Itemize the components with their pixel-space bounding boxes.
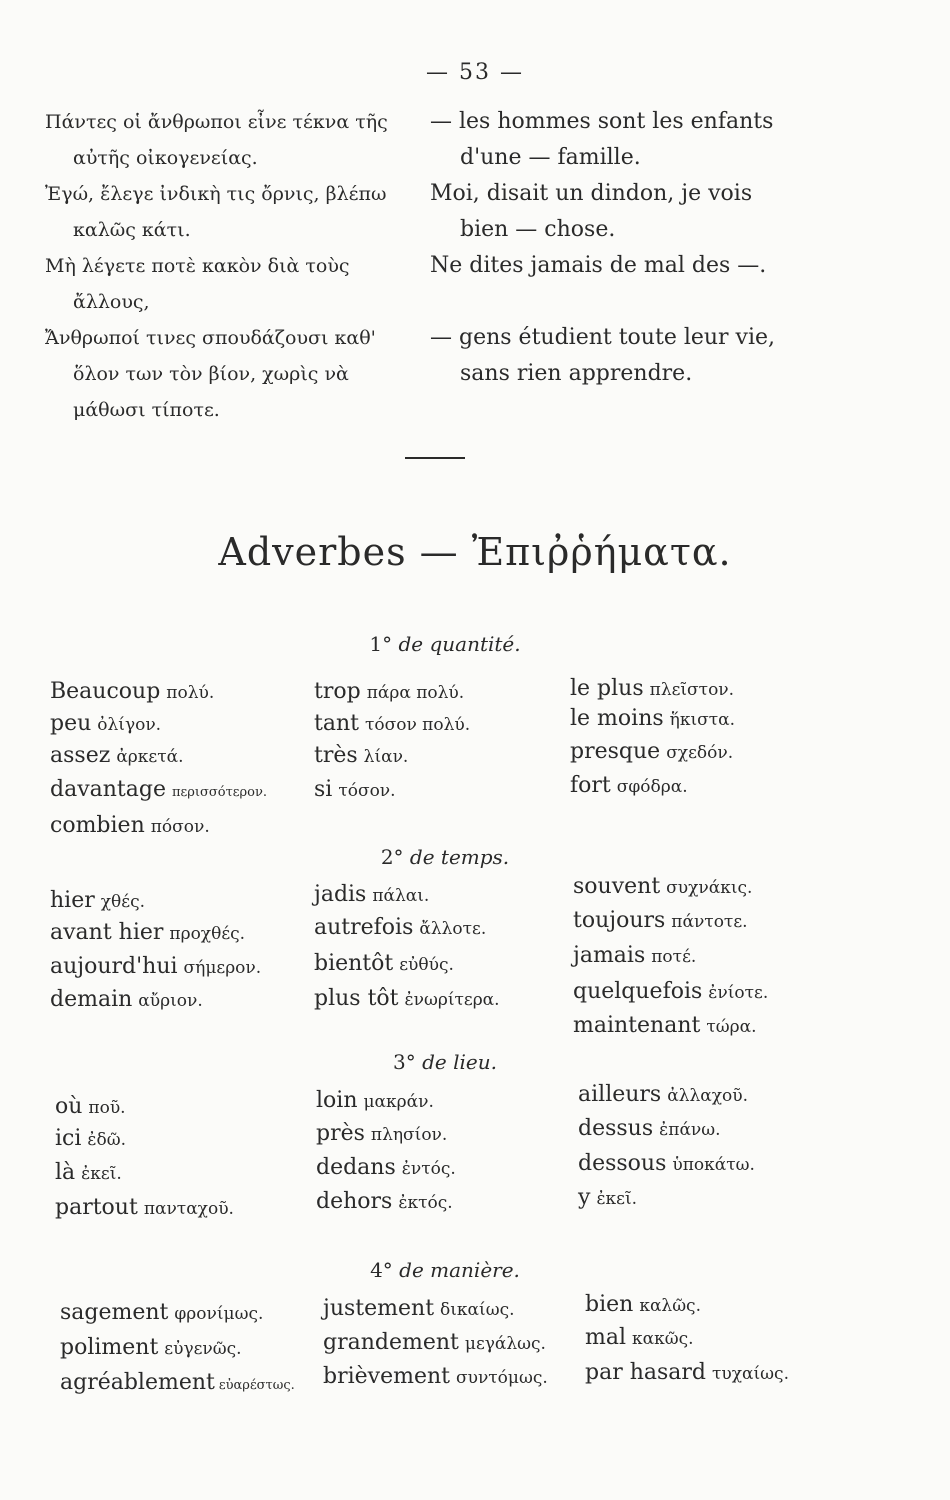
vocab-item xyxy=(50,886,145,917)
french-word: près xyxy=(316,1121,365,1146)
vocab-item xyxy=(316,1187,453,1218)
vocab-item xyxy=(314,677,464,708)
greek-word: ποτέ. xyxy=(651,947,697,967)
subsection-number: 3° xyxy=(393,1050,416,1074)
subsection-number: 2° xyxy=(380,845,404,869)
vocab-item xyxy=(578,1149,755,1180)
greek-word: προχθές. xyxy=(169,924,246,944)
vocab-item xyxy=(570,771,688,802)
vocab-item xyxy=(50,741,184,772)
greek-word: τώρα. xyxy=(706,1017,757,1037)
greek-line: ὅλον των τὸν βίον, χωρὶς νὰ xyxy=(73,363,349,385)
subsection-heading-quantite xyxy=(0,632,890,656)
vocab-item xyxy=(50,709,161,740)
greek-word: ποῦ. xyxy=(88,1098,126,1118)
greek-word: πάντοτε. xyxy=(671,912,748,932)
subsection-number: 4° xyxy=(370,1258,393,1282)
greek-word: ὀλίγον. xyxy=(97,715,162,735)
french-word: dehors xyxy=(316,1189,393,1214)
vocab-item xyxy=(60,1368,295,1401)
greek-word: φρονίμως. xyxy=(174,1304,264,1324)
greek-word: πόσον. xyxy=(150,817,210,837)
french-word: très xyxy=(314,743,358,768)
french-word: aujourd'hui xyxy=(50,954,178,979)
section-divider xyxy=(405,457,465,459)
greek-word: ἐκτός. xyxy=(398,1193,453,1213)
greek-word: πάρα πολύ. xyxy=(366,683,465,703)
greek-word: ἐντός. xyxy=(401,1159,456,1179)
french-word: ailleurs xyxy=(578,1082,662,1107)
greek-word: πλεῖστον. xyxy=(649,680,735,700)
greek-word: ἐπάνω. xyxy=(659,1120,721,1140)
greek-word: ἐνωρίτερα. xyxy=(404,990,500,1010)
subsection-heading-maniere xyxy=(0,1258,890,1282)
french-line: — les hommes sont les enfants xyxy=(430,109,774,134)
vocab-item xyxy=(570,737,733,768)
greek-word: ἥκιστα. xyxy=(669,710,736,730)
french-word: Beaucoup xyxy=(50,679,161,704)
french-word: le moins xyxy=(570,706,664,731)
vocab-item xyxy=(578,1080,748,1111)
greek-word: σφόδρα. xyxy=(616,777,688,797)
greek-sentence xyxy=(45,104,425,176)
french-word: loin xyxy=(316,1088,358,1113)
greek-word: συντόμως. xyxy=(456,1368,548,1388)
greek-word: σήμερον. xyxy=(183,958,262,978)
french-word: combien xyxy=(50,813,145,838)
page-number: — 53 — xyxy=(426,60,524,85)
subsection-heading-temps xyxy=(0,845,890,869)
french-word: si xyxy=(314,777,333,802)
french-word: agréablement xyxy=(60,1370,215,1395)
greek-word: ἀρκετά. xyxy=(116,747,184,767)
vocab-item xyxy=(314,741,408,772)
greek-word: τόσον. xyxy=(338,781,396,801)
vocab-item xyxy=(314,709,470,740)
greek-word: ὑποκάτω. xyxy=(672,1155,755,1175)
vocab-item xyxy=(314,949,454,980)
french-line: bien — chose. xyxy=(460,217,616,242)
vocab-item xyxy=(314,880,429,911)
greek-word: ἀλλαχοῦ. xyxy=(667,1086,749,1106)
french-word: avant hier xyxy=(50,920,164,945)
greek-word: καλῶς. xyxy=(639,1296,701,1316)
vocab-item xyxy=(573,872,752,903)
subsection-label: de manière. xyxy=(399,1258,520,1282)
french-sentence xyxy=(430,104,820,176)
vocab-item xyxy=(50,811,210,842)
vocab-item xyxy=(323,1294,515,1325)
french-word: plus tôt xyxy=(314,986,399,1011)
greek-word: πλησίον. xyxy=(370,1125,448,1145)
vocab-item xyxy=(55,1193,234,1224)
french-word: sagement xyxy=(60,1300,169,1325)
greek-line: καλῶς κάτι. xyxy=(73,219,191,241)
greek-word: ἄλλοτε. xyxy=(419,919,487,939)
french-word: maintenant xyxy=(573,1013,701,1038)
vocab-item xyxy=(50,952,261,983)
french-word: quelquefois xyxy=(573,979,703,1004)
vocab-item xyxy=(585,1323,694,1354)
vocab-item xyxy=(316,1119,447,1150)
vocab-item xyxy=(323,1362,548,1393)
french-sentence xyxy=(430,248,820,284)
greek-word: ἐκεῖ. xyxy=(81,1164,122,1184)
french-word: par hasard xyxy=(585,1360,706,1385)
greek-sentence xyxy=(45,176,425,248)
vocab-item xyxy=(585,1290,701,1321)
french-word: jamais xyxy=(573,943,646,968)
greek-sentence xyxy=(45,248,425,320)
french-word: bientôt xyxy=(314,951,394,976)
french-word: dessous xyxy=(578,1151,667,1176)
vocab-item xyxy=(50,918,245,949)
french-word: davantage xyxy=(50,777,166,802)
greek-word: εὐθύς. xyxy=(399,955,454,975)
french-word: où xyxy=(55,1094,83,1119)
french-word: assez xyxy=(50,743,111,768)
french-line: — gens étudient toute leur vie, xyxy=(430,325,776,350)
vocab-item xyxy=(55,1092,126,1123)
greek-word: ἐδῶ. xyxy=(87,1130,127,1150)
subsection-label: de quantité. xyxy=(398,632,521,656)
french-word: brièvement xyxy=(323,1364,450,1389)
vocab-item xyxy=(573,906,748,937)
vocab-item xyxy=(314,984,500,1015)
french-word: le plus xyxy=(570,676,644,701)
subsection-label: de lieu. xyxy=(422,1050,497,1074)
greek-word: ἐνίοτε. xyxy=(708,983,769,1003)
french-word: tant xyxy=(314,711,359,736)
vocab-item xyxy=(578,1183,637,1214)
french-word: dedans xyxy=(316,1155,396,1180)
vocab-item xyxy=(573,1011,757,1042)
french-word: partout xyxy=(55,1195,138,1220)
vocab-item xyxy=(50,677,214,708)
french-sentence xyxy=(430,176,820,248)
greek-line: Μὴ λέγετε ποτὲ κακὸν διὰ τοὺς xyxy=(45,255,350,277)
french-line: d'une — famille. xyxy=(460,145,641,170)
french-word: toujours xyxy=(573,908,666,933)
french-word: souvent xyxy=(573,874,661,899)
greek-word: συχνάκις. xyxy=(666,878,753,898)
greek-word: εὐαρέστως. xyxy=(218,1378,295,1393)
vocab-item xyxy=(578,1114,721,1145)
french-word: là xyxy=(55,1160,76,1185)
french-line: Moi, disait un dindon, je vois xyxy=(430,181,753,206)
french-word: dessus xyxy=(578,1116,654,1141)
vocab-item xyxy=(316,1153,456,1184)
greek-word: περισσότερον. xyxy=(171,785,268,800)
vocab-item xyxy=(60,1333,242,1364)
french-line: Ne dites jamais de mal des —. xyxy=(430,253,767,278)
greek-word: αὔριον. xyxy=(138,991,203,1011)
greek-word: χθές. xyxy=(100,892,146,912)
vocab-item xyxy=(50,775,267,808)
subsection-label: de temps. xyxy=(409,845,510,869)
greek-word: τυχαίως. xyxy=(712,1364,789,1384)
greek-word: μεγάλως. xyxy=(464,1334,546,1354)
french-word: demain xyxy=(50,987,133,1012)
greek-word: μακράν. xyxy=(363,1092,434,1112)
vocab-item xyxy=(55,1158,122,1189)
vocab-item xyxy=(50,985,203,1016)
greek-line: αὐτῆς οἰκογενείας. xyxy=(73,147,258,169)
vocab-item xyxy=(573,977,768,1008)
french-word: mal xyxy=(585,1325,627,1350)
greek-line: Ἐγώ, ἔλεγε ἰνδικὴ τις ὄρνις, βλέπω xyxy=(45,183,387,205)
subsection-number: 1° xyxy=(369,632,393,656)
greek-word: εὐγενῶς. xyxy=(164,1339,242,1359)
french-word: hier xyxy=(50,888,95,913)
vocab-item xyxy=(314,913,486,944)
greek-word: πολύ. xyxy=(166,683,215,703)
vocab-item xyxy=(570,674,734,705)
greek-line: Ἄνθρωποί τινες σπουδάζουσι καθ' xyxy=(45,327,376,349)
vocab-item xyxy=(316,1086,434,1117)
french-word: bien xyxy=(585,1292,634,1317)
french-word: peu xyxy=(50,711,92,736)
greek-word: ἐκεῖ. xyxy=(596,1189,638,1209)
vocab-item xyxy=(585,1358,789,1389)
greek-line: Πάντες οἱ ἄνθρωποι εἶνε τέκνα τῆς xyxy=(45,111,388,133)
greek-word: τόσον πολύ. xyxy=(364,715,471,735)
greek-line: ἄλλους, xyxy=(73,291,150,313)
greek-word: δικαίως. xyxy=(440,1300,515,1320)
greek-word: πανταχοῦ. xyxy=(143,1199,234,1219)
french-line: sans rien apprendre. xyxy=(460,361,693,386)
french-word: grandement xyxy=(323,1330,459,1355)
vocab-item xyxy=(570,704,735,735)
vocab-item xyxy=(55,1124,126,1155)
greek-sentence xyxy=(45,320,425,428)
greek-word: σχεδόν. xyxy=(666,743,734,763)
french-word: fort xyxy=(570,773,611,798)
french-word: justement xyxy=(323,1296,435,1321)
greek-word: λίαν. xyxy=(363,747,409,767)
french-word: trop xyxy=(314,679,361,704)
french-word: y xyxy=(578,1185,591,1210)
section-title: Adverbes — Ἐπιῤῥήματα. xyxy=(218,530,732,574)
french-word: ici xyxy=(55,1126,82,1151)
french-word: autrefois xyxy=(314,915,414,940)
vocab-item xyxy=(60,1298,263,1329)
french-word: jadis xyxy=(314,882,367,907)
vocab-item xyxy=(323,1328,546,1359)
greek-word: πάλαι. xyxy=(372,886,430,906)
subsection-heading-lieu xyxy=(0,1050,890,1074)
vocab-item xyxy=(573,941,696,972)
greek-line: μάθωσι τίποτε. xyxy=(73,399,220,421)
french-word: poliment xyxy=(60,1335,159,1360)
greek-word: κακῶς. xyxy=(632,1329,694,1349)
french-word: presque xyxy=(570,739,661,764)
french-sentence xyxy=(430,320,820,392)
vocab-item xyxy=(314,775,396,806)
